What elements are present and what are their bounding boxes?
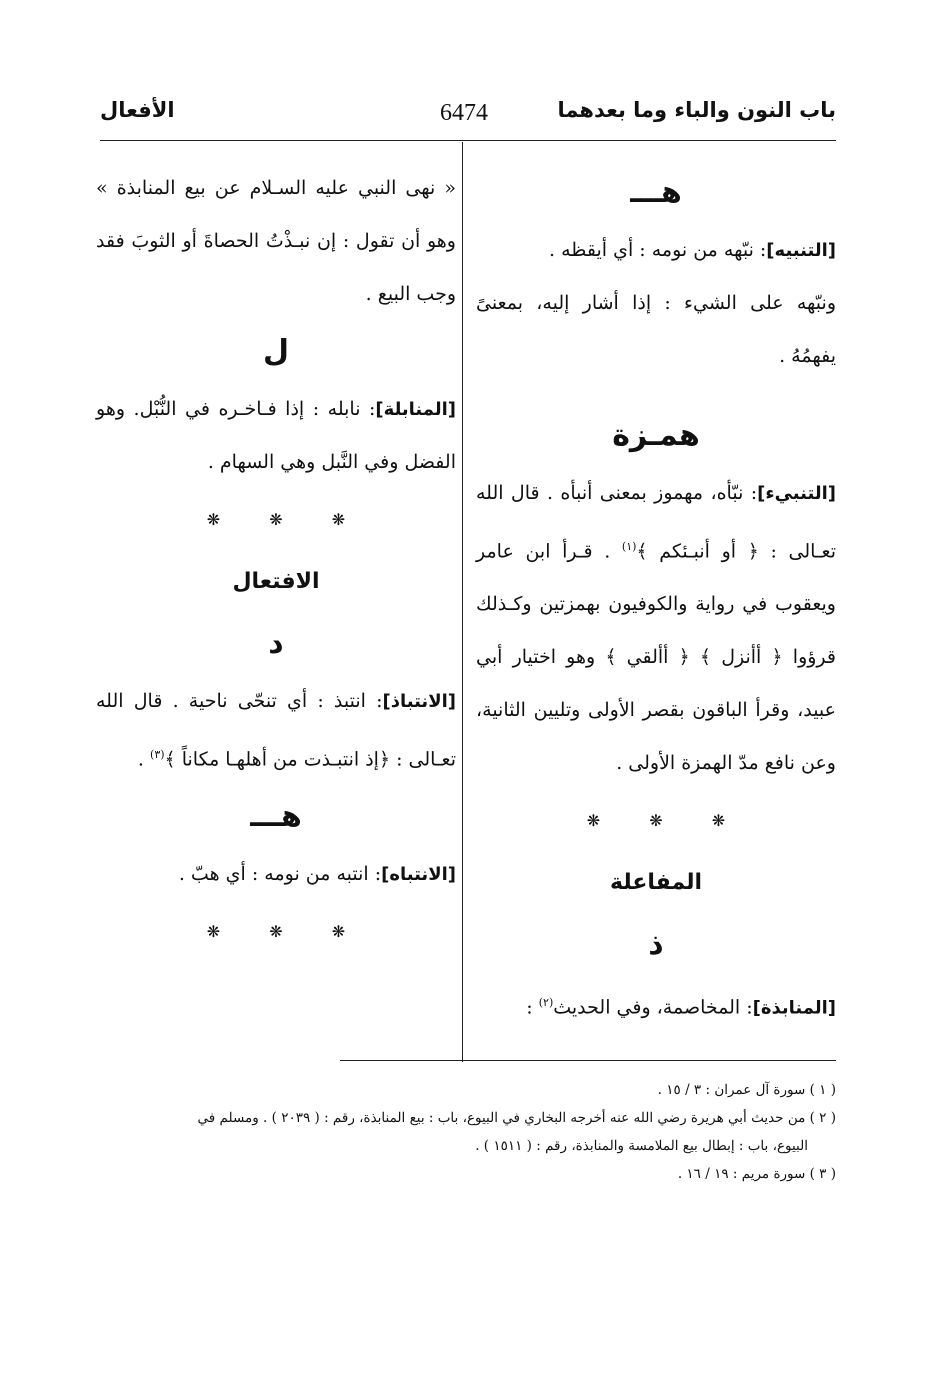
footnotes [100, 1076, 836, 1188]
letter-dal-heading: د [268, 626, 284, 661]
left-column [96, 162, 456, 963]
entry-tanbi [476, 467, 836, 790]
term-munabadha: [المنابذة] [752, 997, 836, 1019]
column-divider [462, 142, 463, 1062]
munabala-definition: : نابله : إذا فـاخـره في النُّبْل. وهو الفضل وفي النَّبل وهي السهام . [96, 398, 456, 473]
letter-ha-heading: هـــ [250, 799, 302, 835]
entry-tanbih [476, 224, 836, 277]
footnote-ref-2: (٢) [538, 996, 554, 1010]
footnote-ref-1: (١) [621, 540, 637, 553]
separator-stars: ❋ ❋ ❋ [586, 811, 748, 831]
entry-munabala [96, 383, 456, 489]
tanbi-definition: : نبّأه، مهموز بمعنى أنبأه . قال الله تعـالى : ﴿ أو أنبـئكم ﴾ [476, 482, 836, 563]
footnote-3: ( ٣ ) سورة مريم : ١٩ / ١٦ . [677, 1166, 836, 1182]
footnote-1: ( ١ ) سورة آل عمران : ٣ / ١٥ . [657, 1082, 836, 1098]
intibah-definition: : انتبه من نومه : أي هبّ . [178, 863, 382, 886]
munabadha-colon: : [526, 996, 533, 1019]
intibadh-definition: : انتبذ : أي تنحّى ناحية . قال الله تعـالى : ﴿إذ انتبـذت من أهلهـا مكاناً ﴾ [96, 690, 456, 771]
footnote-2-cont: البيوع، باب : إبطال بيع الملامسة والمنابذة، رقم : ( ١٥١١ ) . [475, 1138, 808, 1154]
footnote-2: ( ٢ ) من حديث أبي هريرة رضي الله عنه أخرجه البخاري في البيوع، باب : بيع المنابذة، رقم : ( ٢٠٣٩ ) . ومسلم في [197, 1110, 836, 1126]
term-tanbi: [التنبيء] [757, 483, 836, 504]
footnote-ref-3: (٣) [150, 748, 165, 761]
entry-intibadh [96, 675, 456, 786]
page-header [100, 98, 836, 134]
entry-intibah [96, 848, 456, 901]
term-munabala: [المنابلة] [375, 399, 456, 420]
entry-tanbih-2: ونبّهه على الشيء : إذا أشار إليه، بمعنىً يفهمُهُ . [476, 292, 836, 367]
letter-dhal-heading: ذ [648, 927, 664, 963]
page-number: 6474 [440, 100, 488, 126]
letter-ha-heading: هـــ [630, 175, 682, 210]
term-intibah: [الانتباه] [381, 864, 456, 886]
right-column [476, 162, 836, 1035]
term-tanbih: [التنبيه] [766, 240, 836, 261]
section-mufaala-heading: المفاعلة [610, 870, 702, 896]
hadith-quote: « نهى النبي عليه السـلام عن بيع المنابذة » وهو أن تقول : إن نبـذْتُ الحصاةَ أو الثوبَ فقد وجب البيع . [96, 177, 456, 305]
tanbi-definition-cont: . قـرأ ابن عامر ويعقوب في رواية والكوفيون بهمزتين وكـذلك قرؤوا ﴿ أأنزل ﴾ ﴿ أألقي ﴾ وهو اختيار أبي عبيد، وقرأ الباقون بقصر الأولى وتليين الثانية، وعن نافع مدّ الهمزة الأولى . [476, 540, 836, 775]
header-rule [100, 140, 836, 141]
letter-lam-heading: ل [262, 334, 290, 369]
tanbih-definition: : نبّهه من نومه : أي أيقظه . [549, 239, 767, 261]
section-hamza-heading: همـزة [612, 418, 700, 453]
section-iftial-heading: الافتعال [232, 569, 320, 594]
chapter-title: باب النون والباء وما بعدهما [557, 98, 836, 122]
term-intibadh: [الانتباذ] [382, 691, 456, 712]
intibadh-end: . [137, 748, 144, 771]
section-running-title: الأفعال [100, 98, 175, 122]
munabadha-definition: : المخاصمة، وفي الحديث [553, 996, 753, 1019]
footnote-rule [340, 1060, 836, 1061]
entry-munabadha [476, 976, 836, 1034]
separator-stars: ❋ ❋ ❋ [206, 922, 368, 942]
separator-stars: ❋ ❋ ❋ [206, 510, 368, 529]
